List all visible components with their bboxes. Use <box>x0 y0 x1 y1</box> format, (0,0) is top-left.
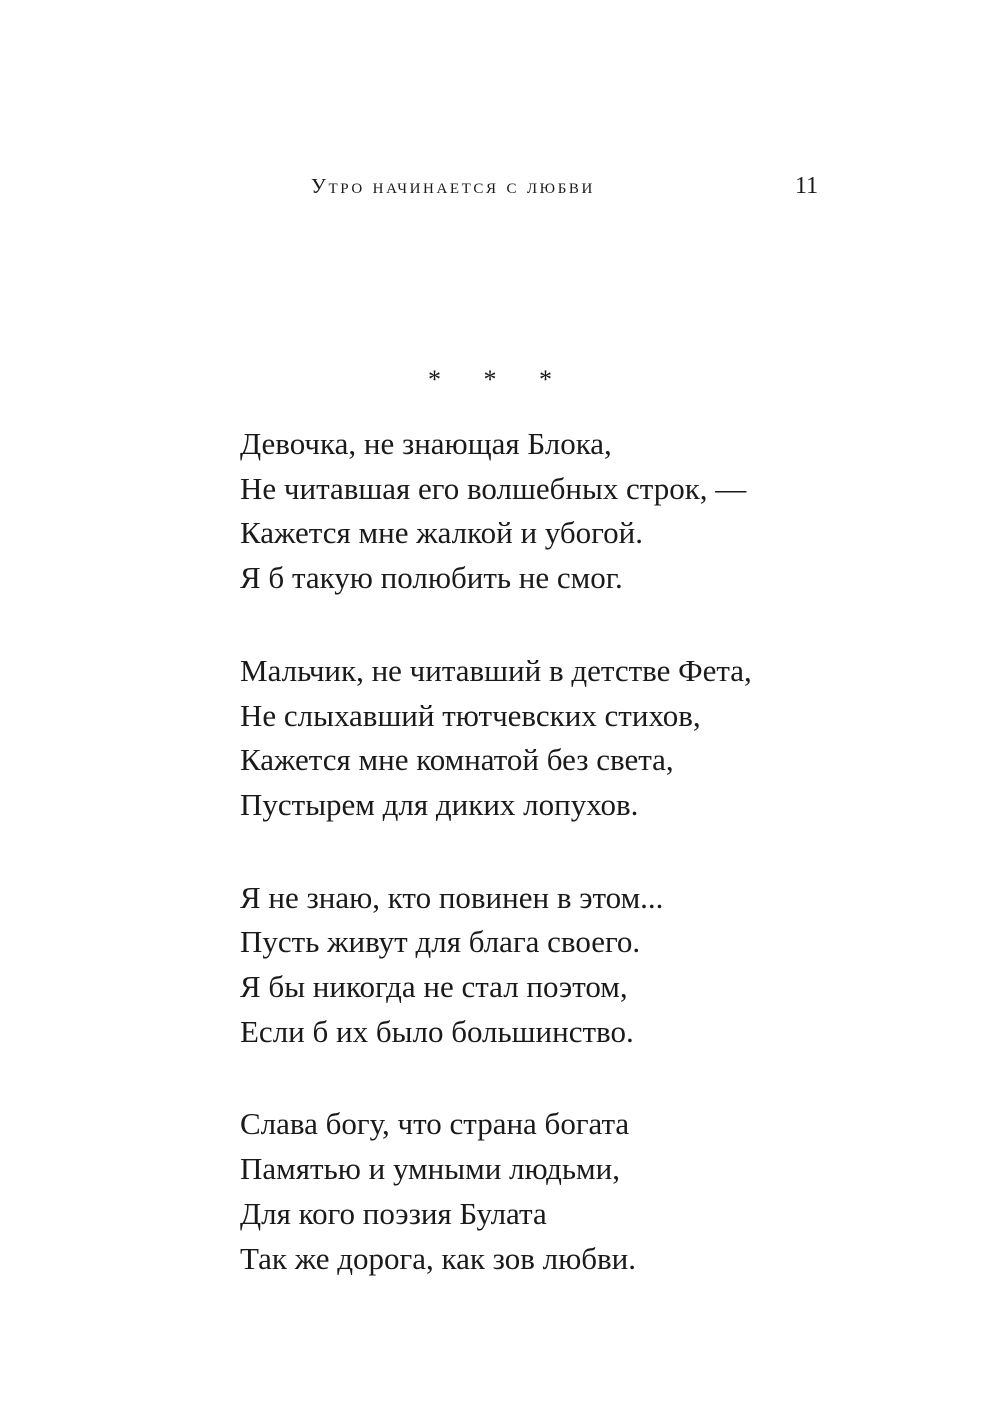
poem-line: Не читавшая его волшебных строк, — <box>240 470 747 506</box>
poem-line: Пустырем для диких лопухов. <box>240 786 639 822</box>
poem-line: Кажется мне жалкой и убогой. <box>240 515 643 551</box>
running-title: Утро начинается с любви <box>311 174 595 198</box>
poem-line: Для кого поэзия Булата <box>240 1195 547 1231</box>
poem-line: Так же дорога, как зов любви. <box>240 1240 636 1276</box>
poem <box>240 422 860 1329</box>
poem-line: Девочка, не знающая Блока, <box>240 426 612 461</box>
poem-line: Памятью и умными людьми, <box>240 1151 620 1187</box>
poem-line: Мальчик, не читавший в детстве Фета, <box>240 652 752 688</box>
poem-line: Не слыхавший тютчевских стихов, <box>240 697 701 733</box>
stanza-4 <box>240 1102 860 1281</box>
page-number: 11 <box>795 173 819 199</box>
stanza-3 <box>240 876 860 1055</box>
poem-line: Слава богу, что страна богата <box>240 1106 630 1142</box>
poem-line: Я не знаю, кто повинен в этом... <box>240 879 664 915</box>
poem-line: Я бы никогда не стал поэтом, <box>240 969 628 1005</box>
asterism-separator: * * * <box>428 365 570 394</box>
poem-line: Пусть живут для блага своего. <box>240 924 641 960</box>
running-head <box>0 170 1000 202</box>
stanza-1 <box>240 422 860 601</box>
poem-line: Кажется мне комнатой без света, <box>240 742 674 778</box>
poem-line: Если б их было большинство. <box>240 1013 634 1049</box>
stanza-2 <box>240 649 860 828</box>
poem-line: Я б такую полюбить не смог. <box>240 560 623 596</box>
